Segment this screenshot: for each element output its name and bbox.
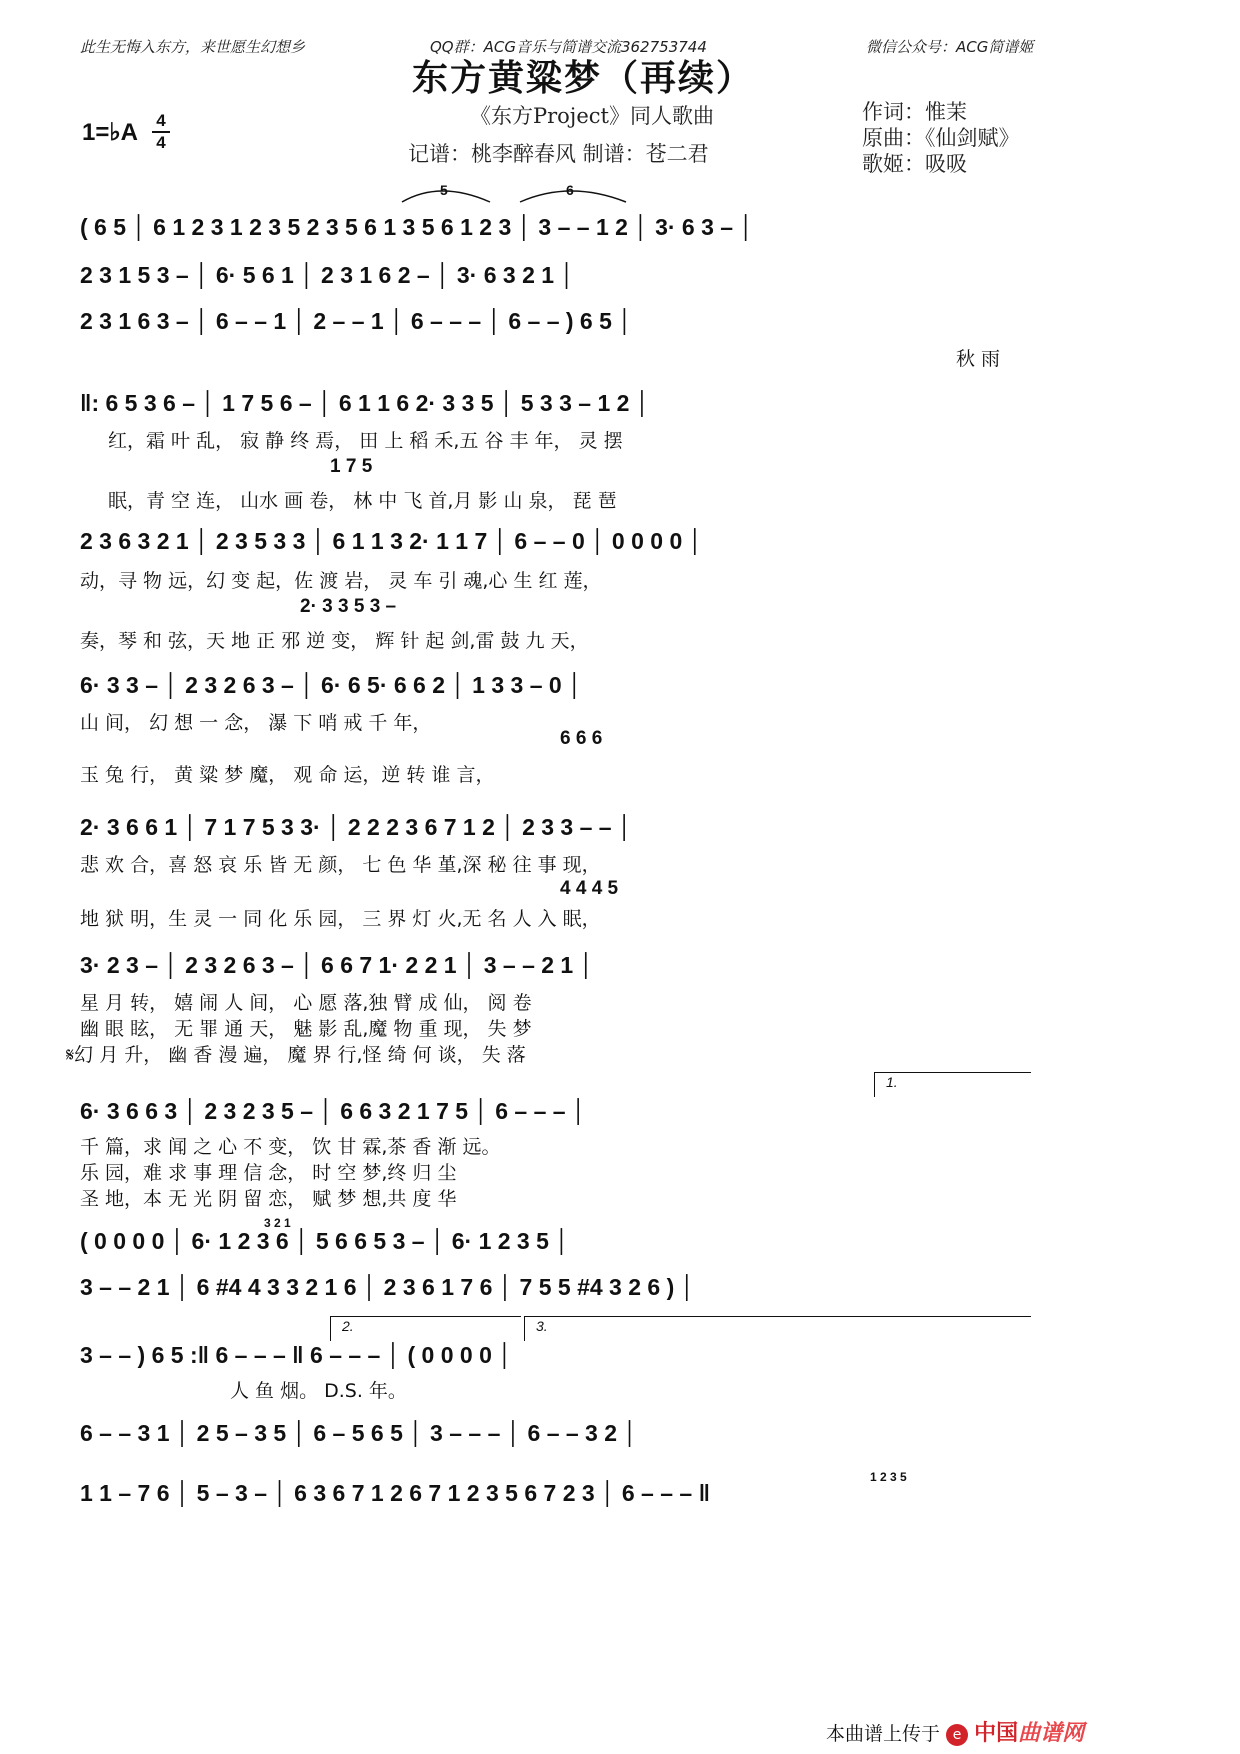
- lyric-row-9-verse-3: 圣 地，本 无 光 阴 留 恋， 赋 梦 想,共 度 华: [80, 1188, 457, 1210]
- volta-2-label: 2.: [342, 1318, 354, 1334]
- lyric-row-3: 秋 雨: [956, 348, 1001, 370]
- volta-3-label: 3.: [536, 1318, 548, 1334]
- score-row-11: 3 – – 2 1 │ 6 #4 4 3 3 2 1 6 │ 2 3 6 1 7 6 │ 7 5 5 #4 3 2 6 ) │: [80, 1274, 696, 1300]
- score-row-4: ‖: 6 5 3 6 – │ 1 7 5 6 – │ 6 1 1 6 2· 3 3 5 │ 5 3 3 – 1 2 │: [80, 390, 651, 416]
- lyric-row-9-verse-2: 乐 园，难 求 事 理 信 念， 时 空 梦,终 归 尘: [80, 1162, 457, 1184]
- lyric-row-5-verse-2: 奏，琴 和 弦，天 地 正 邪 逆 变， 辉 针 起 剑,雷 鼓 九 天，: [80, 630, 589, 652]
- lyric-row-5-verse-1: 动，寻 物 远，幻 变 起，佐 渡 岩， 灵 车 引 魂,心 生 红 莲，: [80, 570, 602, 592]
- time-signature: [152, 112, 170, 152]
- lyric-row-8-verse-3: 𝄋幻 月 升， 幽 香 漫 遍， 魔 界 行,怪 绮 何 谈， 失 落: [66, 1044, 526, 1066]
- lyric-row-7-verse-2: 地 狱 明，生 灵 一 同 化 乐 园， 三 界 灯 火,无 名 人 入 眠，: [80, 908, 601, 930]
- score-row-2: 2 3 1 5 3 – │ 6· 5 6 1 │ 2 3 1 6 2 – │ 3· 6 3 2 1 │: [80, 262, 575, 288]
- lyric-row-4-verse-2: 眠，青 空 连， 山水 画 卷， 林 中 飞 首,月 影 山 泉， 琵 琶: [108, 490, 617, 512]
- singer-credit: 歌姬：吸吸: [862, 152, 967, 176]
- score-row-9: 6· 3 6 6 3 │ 2 3 2 3 5 – │ 6 6 3 2 1 7 5 │ 6 – – – │: [80, 1098, 587, 1124]
- score-row-7: 2· 3 6 6 1 │ 7 1 7 5 3 3· │ 2 2 2 3 6 7 1 2 │ 2 3 3 – – │: [80, 814, 633, 840]
- score-row-13: 6 – – 3 1 │ 2 5 – 3 5 │ 6 – 5 6 5 │ 3 – – – │ 6 – – 3 2 │: [80, 1420, 638, 1446]
- footer-brand-primary: 中国: [974, 1721, 1019, 1746]
- lyric-row-8-verse-1: 星 月 转， 嬉 闹 人 间， 心 愿 落,独 臂 成 仙， 阅 卷: [80, 992, 532, 1014]
- time-signature-top: 4: [156, 111, 166, 130]
- subtitle: 《东方Project》同人歌曲: [470, 104, 714, 128]
- page-title: 东方黄粱梦（再续）: [412, 58, 755, 99]
- tuplet-brackets: [390, 180, 650, 210]
- grace-notes-row-14: 1 2 3 5: [870, 1470, 907, 1484]
- lyric-row-4-verse-1: 红，霜 叶 乱， 寂 静 终 焉， 田 上 稻 禾,五 谷 丰 年， 灵 摆: [108, 430, 623, 452]
- tuplet-six-label: 6: [566, 182, 574, 198]
- grace-notes-row-10: 3 2 1: [264, 1216, 291, 1230]
- lyric-row-7-verse-1: 悲 欢 合，喜 怒 哀 乐 皆 无 颜， 七 色 华 堇,深 秘 往 事 现，: [80, 854, 601, 876]
- header-left-text: 此生无悔入东方，来世愿生幻想乡: [80, 38, 306, 56]
- score-row-14: 1 1 – 7 6 │ 5 – 3 – │ 6 3 6 7 1 2 6 7 1 2 3 5 6 7 2 3 │ 6 – – – ‖: [80, 1480, 711, 1506]
- key-signature: 1=♭A: [82, 119, 139, 146]
- alt-notes-row-6: 6 6 6: [560, 728, 603, 749]
- score-row-10: ( 0 0 0 0 │ 6· 1 2 3 6 │ 5 6 6 5 3 – │ 6· 1 2 3 5 │: [80, 1228, 570, 1254]
- score-row-3: 2 3 1 6 3 – │ 6 – – 1 │ 2 – – 1 │ 6 – – – │ 6 – – ) 6 5 │: [80, 308, 633, 334]
- volta-2-bracket: [330, 1316, 521, 1341]
- header-center-text: QQ群：ACG音乐与简谱交流362753744: [430, 38, 707, 56]
- footer-text: 本曲谱上传于: [826, 1723, 941, 1745]
- score-row-8: 3· 2 3 – │ 2 3 2 6 3 – │ 6 6 7 1· 2 2 1 │ 3 – – 2 1 │: [80, 952, 594, 978]
- lyric-row-9-verse-1: 千 篇，求 闻 之 心 不 变， 饮 甘 霖,茶 香 渐 远。: [80, 1136, 501, 1158]
- volta-1-label: 1.: [886, 1074, 898, 1090]
- score-row-12: 3 – – ) 6 5 :‖ 6 – – – ‖ 6 – – – │ ( 0 0 0 0 │: [80, 1342, 513, 1368]
- site-logo-icon: e: [946, 1724, 968, 1746]
- alt-notes-row-5: 2· 3 3 5 3 –: [300, 596, 397, 617]
- transcriber-credit: 记谱：桃李醉春风 制谱：苍二君: [408, 142, 709, 166]
- score-row-6: 6· 3 3 – │ 2 3 2 6 3 – │ 6· 6 5· 6 6 2 │ 1 3 3 – 0 │: [80, 672, 583, 698]
- time-signature-bottom: 4: [156, 133, 166, 152]
- header-right-text: 微信公众号：ACG简谱姬: [866, 38, 1034, 56]
- volta-3-bracket: [524, 1316, 1031, 1341]
- score-row-5: 2 3 6 3 2 1 │ 2 3 5 3 3 │ 6 1 1 3 2· 1 1 7 │ 6 – – 0 │ 0 0 0 0 │: [80, 528, 703, 554]
- lyric-row-12: 人 鱼 烟。 D.S. 年。: [230, 1380, 407, 1402]
- footer-upload-text: [826, 1716, 1084, 1747]
- original-credit: 原曲：《仙剑赋》: [862, 126, 1020, 150]
- alt-notes-row-4: 1 7 5: [330, 456, 373, 477]
- tuplet-five-label: 5: [440, 182, 448, 198]
- lyric-row-8-verse-2: 幽 眼 眩， 无 罪 通 天， 魅 影 乱,魔 物 重 现， 失 梦: [80, 1018, 532, 1040]
- lyric-row-6-verse-2: 玉 兔 行， 黄 粱 梦 魔， 观 命 运，逆 转 谁 言，: [80, 764, 495, 786]
- score-row-1: ( 6 5 │ 6 1 2 3 1 2 3 5 2 3 5 6 1 3 5 6 1 2 3 │ 3 – – 1 2 │ 3· 6 3 – │: [80, 214, 754, 240]
- lyric-row-6-verse-1: 山 间， 幻 想 一 念， 瀑 下 哨 戒 千 年，: [80, 712, 432, 734]
- footer-brand-secondary: 曲谱网: [1018, 1721, 1085, 1746]
- alt-notes-row-7: 4 4 4 5: [560, 878, 619, 899]
- lyricist-credit: 作词：惟茉: [862, 100, 967, 124]
